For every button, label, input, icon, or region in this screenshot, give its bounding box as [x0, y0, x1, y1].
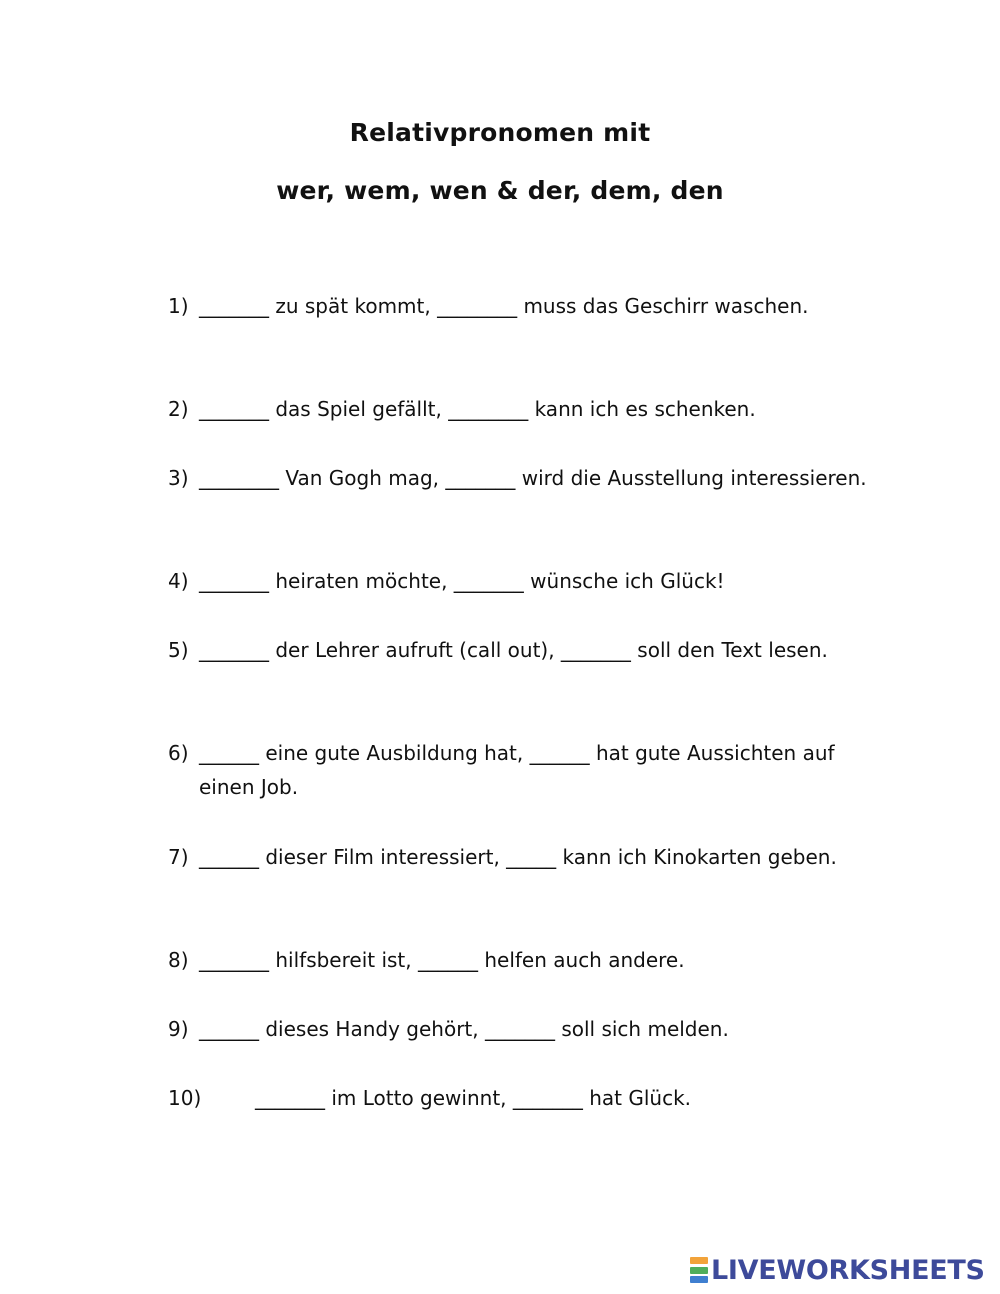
liveworksheets-logo-icon: [690, 1257, 708, 1283]
exercise-number: 7): [168, 845, 189, 869]
exercise-text: _______ im Lotto gewinnt, _______ hat Glück.: [255, 1086, 692, 1110]
liveworksheets-logo[interactable]: [690, 1254, 985, 1286]
logo-mark-bar: [690, 1257, 708, 1264]
exercise-number: 6): [168, 741, 189, 765]
exercise-text: ______ eine gute Ausbildung hat, ______ hat gute Aussichten auf einen Job.: [199, 741, 835, 799]
exercise-item-9: [168, 1012, 868, 1046]
exercise-text: _______ hilfsbereit ist, ______ helfen auch andere.: [199, 948, 685, 972]
exercise-number: 8): [168, 948, 189, 972]
exercise-item-7: [168, 840, 868, 874]
exercise-number: 5): [168, 638, 189, 662]
exercise-text: _______ heiraten möchte, _______ wünsche ich Glück!: [199, 569, 725, 593]
exercise-item-4: [168, 564, 868, 598]
exercise-number: 10): [168, 1086, 202, 1110]
exercise-item-3: [168, 461, 868, 495]
exercise-item-10: [168, 1081, 868, 1115]
logo-mark-bar: [690, 1276, 708, 1283]
exercise-text: ________ Van Gogh mag, _______ wird die Ausstellung interessieren.: [199, 466, 867, 490]
exercise-text: ______ dieser Film interessiert, _____ kann ich Kinokarten geben.: [199, 845, 837, 869]
exercise-item-2: [168, 392, 868, 426]
exercise-number: 1): [168, 294, 189, 318]
logo-wordmark: LIVEWORKSHEETS: [711, 1254, 985, 1286]
exercise-text: _______ zu spät kommt, ________ muss das Geschirr waschen.: [199, 294, 809, 318]
exercise-text: _______ das Spiel gefällt, ________ kann ich es schenken.: [199, 397, 756, 421]
exercise-number: 4): [168, 569, 189, 593]
exercise-item-5: [168, 633, 868, 667]
worksheet-title: Relativpronomen mit: [349, 118, 651, 147]
exercise-number: 9): [168, 1017, 189, 1041]
exercise-number: 3): [168, 466, 189, 490]
exercise-number: 2): [168, 397, 189, 421]
exercise-item-8: [168, 943, 868, 977]
logo-mark-bar: [690, 1267, 708, 1274]
worksheet-subtitle: wer, wem, wen & der, dem, den: [276, 176, 724, 205]
exercise-text: _______ der Lehrer aufruft (call out), _______ soll den Text lesen.: [199, 638, 828, 662]
exercise-item-6: [168, 736, 868, 804]
exercise-text: ______ dieses Handy gehört, _______ soll sich melden.: [199, 1017, 729, 1041]
exercise-item-1: [168, 289, 868, 323]
